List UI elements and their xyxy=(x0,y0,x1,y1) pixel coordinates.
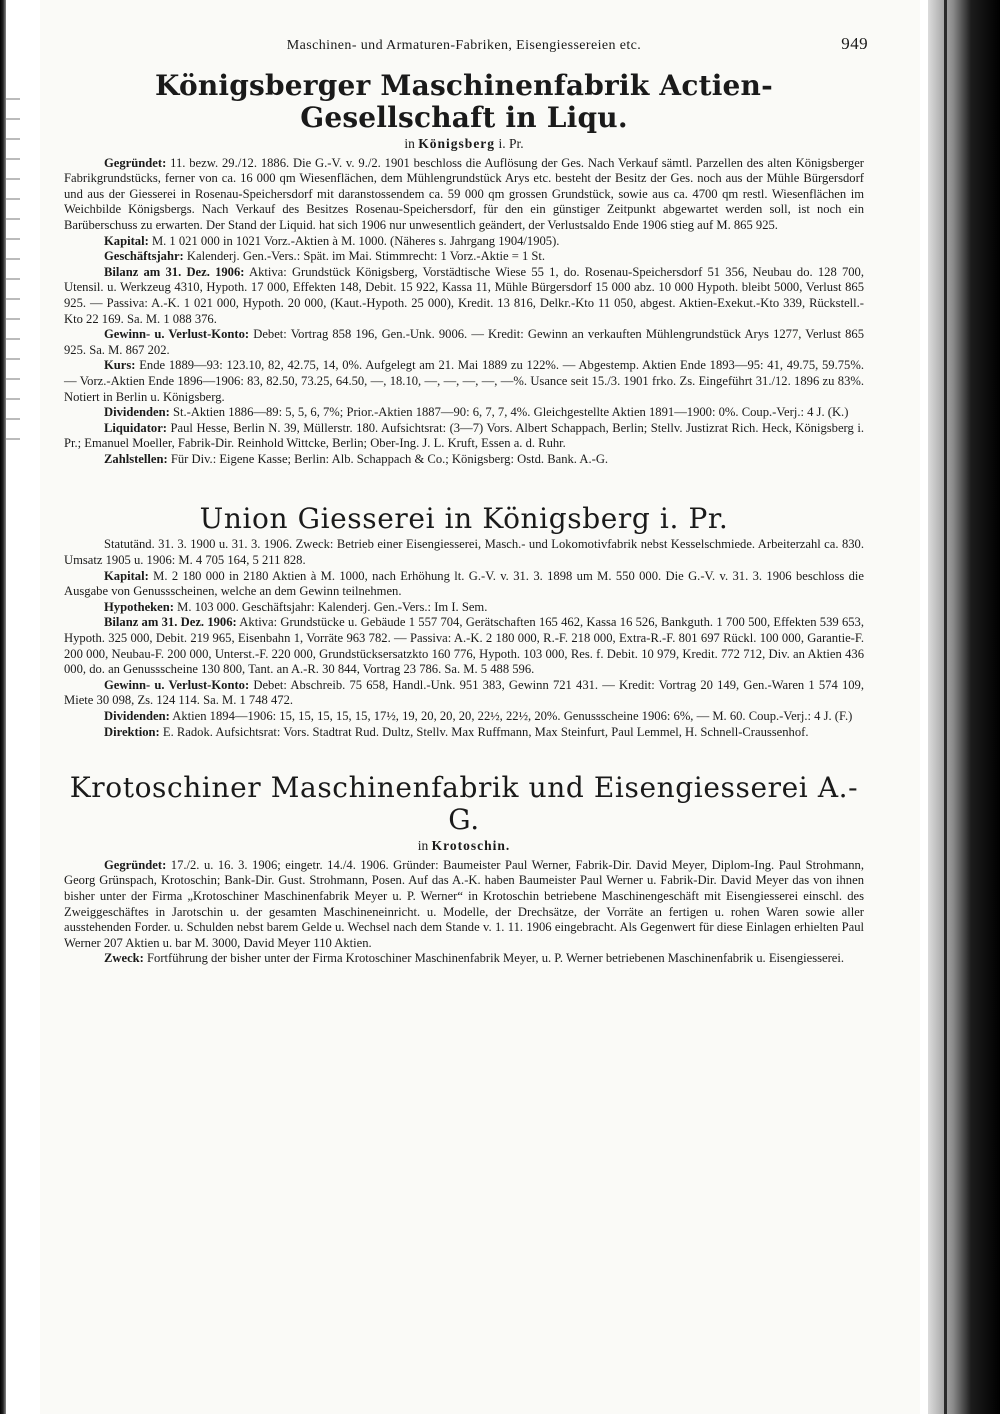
entry-text: Debet: Abschreib. 75 658, Handl.-Unk. 951 383, Gewinn 721 431. — Kredit: Vortrag 20 149, Gen.-Waren 1 574 109, Miete 30 098, Zs. 124 114. Sa. M. 1 748 472. xyxy=(64,677,864,708)
entry-text: Debet: Vortrag 858 196, Gen.-Unk. 9006. — Kredit: Gewinn an verkauften Mühlengrundstück Arys 1277, Verlust 865 925. Sa. M. 867 202. xyxy=(64,327,865,357)
entry-text: M. 103 000. Geschäftsjahr: Kalenderj. Gen.-Vers.: Im I. Sem. xyxy=(177,599,488,614)
entry-label: Gewinn- u. Verlust-Konto: xyxy=(104,327,250,342)
running-head-text: Maschinen- und Armaturen-Fabriken, Eisengiessereien etc. xyxy=(286,38,642,53)
entry-label: Geschäftsjahr: xyxy=(104,249,184,264)
company-location xyxy=(64,136,864,152)
entry-label: Hypotheken: xyxy=(104,599,174,614)
entry-text: M. 1 021 000 in 1021 Vorz.-Aktien à M. 1000. (Näheres s. Jahrgang 1904/1905). xyxy=(151,233,560,248)
entry-label: Bilanz am 31. Dez. 1906: xyxy=(104,264,245,279)
company-title: Union Giesserei in Königsberg i. Pr. xyxy=(199,502,729,536)
entry-liquidator xyxy=(64,421,864,452)
entry-label: Kapital: xyxy=(104,568,149,583)
location-city: Königsberg xyxy=(418,136,496,151)
location-suffix: i. Pr. xyxy=(498,136,524,151)
entry-label: Liquidator: xyxy=(104,420,167,435)
entry-bilanz xyxy=(64,265,864,327)
entry-label: Direktion: xyxy=(104,724,160,739)
entry-text: M. 2 180 000 in 2180 Aktien à M. 1000, nach Erhöhung lt. G.-V. v. 31. 3. 1898 um M. 550 000. Die G.-V. v. 31. 3. 1906 beschloss die Ausgabe von Genussscheinen, welche an dem Gewinn teilnehmen. xyxy=(64,568,864,599)
scan-right-line xyxy=(944,0,947,1414)
entry-text: Für Div.: Eigene Kasse; Berlin: Alb. Schappach & Co.; Königsberg: Ostd. Bank. A.-G. xyxy=(170,451,609,466)
entry-gewinn-verlust xyxy=(64,678,864,709)
entry-bilanz xyxy=(64,615,864,677)
entry-direktion xyxy=(64,725,864,741)
entry-text: Statutänd. 31. 3. 1900 u. 31. 3. 1906. Zweck: Betrieb einer Eisengiesserei, Masch.- und Lokomotivfabrik nebst Kesselschmiede. Arbeiterzahl ca. 830. Umsatz 1905 u. 1906: M. 4 705 164, 5 211 828. xyxy=(64,537,864,568)
entry-text: St.-Aktien 1886—89: 5, 5, 6, 7%; Prior.-Aktien 1887—90: 6, 7, 7, 4%. Gleichgestellte Aktien 1891—1900: 0%. Coup.-Verj.: 4 J. (K.) xyxy=(172,405,849,420)
entry-text: E. Radok. Aufsichtsrat: Vors. Stadtrat Rud. Dultz, Stellv. Max Ruffmann, Max Steinfurt, Paul Lemmel, H. Schnell-Craussenhof. xyxy=(162,724,809,739)
entry-text: Aktiva: Grundstücke u. Gebäude 1 557 704, Gerätschaften 165 462, Kassa 16 526, Bankguth. 1 700 500, Effekten 539 653, Hypoth. 325 000, Debit. 219 965, Eisenbahn 1, Vorräte 963 782. — Passiva: A.-K. 2 180 000, R.-F. 218 000, Extra-R.-F. 801 697 Rückl. 100 000, Garantie-F. 200 000, Neubau-F. 200 000, Unterst.-F. 220 000, Grundstücksersatzkto 160 776, Hypoth. 103 000, Res. f. Debit. 10 979, Kredit. 772 712, Div. an Aktien 436 000, do. an Genussscheine 130 800, Tant. an A.-R. 30 844, Vortrag 23 786. Sa. M. 5 488 596. xyxy=(64,615,864,677)
scan-left-marks xyxy=(6,80,20,440)
entry-statut xyxy=(64,537,864,568)
entry-dividenden xyxy=(64,405,864,421)
entry-label: Dividenden: xyxy=(104,405,170,420)
entry-text: Kalenderj. Gen.-Vers.: Spät. im Mai. Stimmrecht: 1 Vorz.-Aktie = 1 St. xyxy=(186,249,546,264)
page-number: 949 xyxy=(841,34,868,53)
entry-text: Paul Hesse, Berlin N. 39, Müllerstr. 180. Aufsichtsrat: (3—7) Vors. Albert Schappach, Berlin; Stellv. Justizrat Rich. Heck, Königsberg i. Pr.; Emanuel Moeller, Fabrik-Dir. Reinhold Wittcke, Berlin; Ober-Ing. J. L. Kruft, Essen a. d. Ruhr. xyxy=(64,420,864,451)
company-entry-krotoschiner xyxy=(64,772,864,967)
running-head xyxy=(64,34,868,56)
entry-text: 17./2. u. 16. 3. 1906; eingetr. 14./4. 1906. Gründer: Baumeister Paul Werner, Fabrik-Dir. David Meyer, Diplom-Ing. Paul Strohmann, Georg Grünspach, Krotoschin; Bank-Dir. Gust. Strohmann, Posen. Auf das A.-K. haben Baumeister Paul Werner u. Fabrik-Dir. David Meyer das von ihnen bisher unter der Firma „Krotoschiner Maschinenfabrik Meyer u. P. Werner“ in Krotoschin betriebene Maschinengeschäft mit Eisengiesserei einschl. des Zweiggeschäftes in Jarotschin u. der gesamten Maschineneinricht. u. Modelle, der Drechsätze, der Vorräte an fertigen u. rohen Waren sowie aller ausstehenden Forder. u. Schulden nebst barem Gelde u. Wechsel nach dem Stande v. 1. 11. 1906 eingebracht. Als Gegenwert für diese Einlagen erhielten Paul Werner 207 Aktien u. bar M. 3000, David Meyer 110 Aktien. xyxy=(64,857,864,950)
company-location xyxy=(64,838,864,854)
location-city: Krotoschin. xyxy=(431,838,511,854)
company-title: Königsberger Maschinenfabrik Actien-Gesellschaft in Liqu. xyxy=(155,69,773,134)
entry-text: Aktien 1894—1906: 15, 15, 15, 15, 15, 17½, 19, 20, 20, 20, 22½, 22½, 20%. Genussscheine 1906: 6%, — M. 60. Coup.-Verj.: 4 J. (F.) xyxy=(172,709,853,723)
entry-text: Aktiva: Grundstück Königsberg, Vorstädtische Wiese 55 1, do. Rosenau-Speichersdorf 51 356, Neubau do. 128 700, Utensil. u. Werkzeug 4310, Hypoth. 17 000, Effekten 148, Debit. 15 922, Kassa 11, Mühle Bürgersdorf 15 000 abz. 10 000 Hypoth. bleibt 5000, Verlust 865 925. — Passiva: A.-K. 1 021 000, Hypoth. 20 000, (Kaut.-Hypoth. 25 000), Kredit. 13 816, Delkr.-Kto 11 050, abgest. Aktien-Exekut.-Kto 339, Rückstell.-Kto 22 169. Sa. M. 1 088 376. xyxy=(64,264,864,326)
entry-label: Kurs: xyxy=(104,358,136,373)
entry-label: Zweck: xyxy=(104,951,144,966)
entry-hypotheken xyxy=(64,600,864,616)
entry-text: Fortführung der bisher unter der Firma Krotoschiner Maschinenfabrik Meyer, u. P. Werner betriebenen Maschinenfabrik u. Eisengiesserei. xyxy=(147,951,845,966)
section-gap xyxy=(64,740,864,772)
company-title: Krotoschiner Maschinenfabrik und Eisengiesserei A.-G. xyxy=(69,771,859,837)
section-gap xyxy=(64,467,864,503)
company-entry-koenigsberger xyxy=(64,70,864,467)
entry-label: Kapital: xyxy=(104,233,149,248)
entry-label: Gewinn- u. Verlust-Konto: xyxy=(104,677,250,692)
location-prefix: in xyxy=(417,838,429,854)
entry-dividenden xyxy=(64,709,864,725)
entry-zahlstellen xyxy=(64,452,864,468)
entry-kurs xyxy=(64,358,864,405)
entry-text: 11. bezw. 29./12. 1886. Die G.-V. v. 9./2. 1901 beschloss die Auflösung der Ges. Nach Verkauf sämtl. Parzellen des alten Königsberger Fabrikgrundstücks, ferner von ca. 16 000 qm Wiesenflächen, dem Mühlengrundstück Arys etc. besteht der Besitz der Ges. noch aus der Mühle Bürgersdorf und aus der Giesserei in Rosenau-Speichersdorf mit daranstossendem ca. 59 000 qm grossen Grundstück, sowie aus ca. 4700 qm restl. Wiesenflächen im Weichbilde Königsbergs. Nach Verkauf des Besitzes Rosenau-Speichersdorf, für den ein günstiger Zeitpunkt abgewartet werden soll, ist noch ein Barüberschuss zu erwarten. Der Stand der Liquid. hat sich 1906 nur unwesentlich geändert, der Verlustsaldo Ende 1906 stieg auf M. 865 925. xyxy=(64,155,864,232)
entry-label: Bilanz am 31. Dez. 1906: xyxy=(104,615,237,630)
company-entry-union-giesserei xyxy=(64,503,864,740)
scan-right-edge xyxy=(928,0,1000,1414)
entry-text: Ende 1889—93: 123.10, 82, 42.75, 14, 0%. Aufgelegt am 21. Mai 1889 zu 122%. — Abgestemp. Aktien Ende 1893—95: 41, 49.75, 59.75%. — Vorz.-Aktien Ende 1896—1906: 83, 82.50, 73.25, 64.50, —, 18.10, —, —, —, —, —%. Usance seit 15./3. 1901 frko. Zs. Eingeführt 31./12. 1896 zu 83%. Notiert in Berlin u. Königsberg. xyxy=(64,358,864,404)
entry-kapital xyxy=(64,234,864,250)
entry-label: Gegründet: xyxy=(104,155,167,170)
entry-gegruendet xyxy=(64,858,864,952)
entry-label: Zahlstellen: xyxy=(104,451,168,466)
entry-label: Dividenden: xyxy=(104,709,170,723)
entry-gewinn-verlust xyxy=(64,327,864,358)
entry-zweck xyxy=(64,951,864,967)
entry-kapital xyxy=(64,569,864,600)
location-prefix: in xyxy=(404,136,415,151)
entry-gegruendet xyxy=(64,156,864,234)
page-content xyxy=(64,34,868,967)
entry-geschaeftsjahr xyxy=(64,249,864,265)
entry-label: Gegründet: xyxy=(104,857,167,872)
